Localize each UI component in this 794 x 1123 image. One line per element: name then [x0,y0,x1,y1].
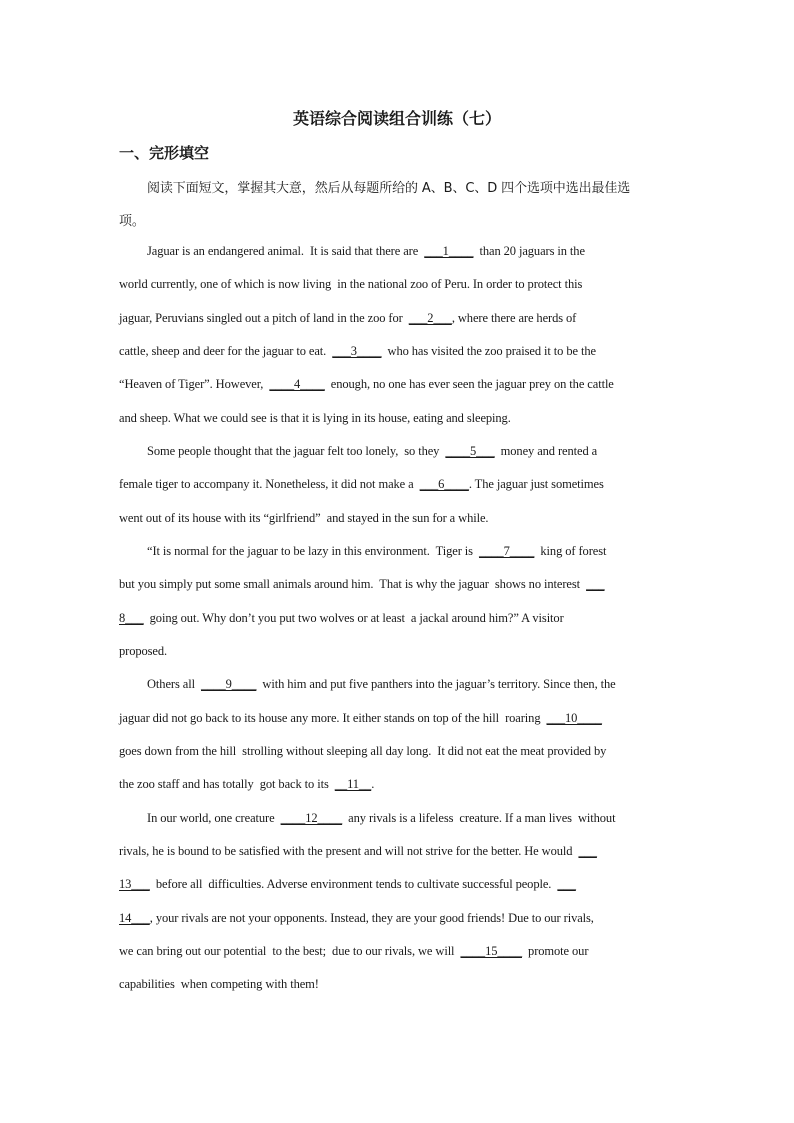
passage-line: jaguar did not go back to its house any more. It either stands on top of the hill roaring ___10____ [119,711,602,725]
blank-6: ___6____ [419,477,469,491]
passage-line: 13___ before all difficulties. Adverse environment tends to cultivate successful people. ___ [119,877,576,891]
passage-line: 8___ going out. Why don’t you put two wolves or at least a jackal around him?” A visitor [119,611,564,625]
passage-line: 14___, your rivals are not your opponents. Instead, they are your good friends! Due to our rivals, [119,911,594,925]
passage-line: goes down from the hill strolling without sleeping all day long. It did not eat the meat provided by [119,744,607,758]
passage-line: Others all ____9____ with him and put five panthers into the jaguar’s territory. Since then, the [147,677,616,691]
passage-line: the zoo staff and has totally got back to its __11__. [119,777,375,791]
passage-line: In our world, one creature ____12____ any rivals is a lifeless creature. If a man lives without [147,811,616,825]
passage-line: cattle, sheep and deer for the jaguar to eat. ___3____ who has visited the zoo praised it to be the [119,344,596,358]
blank-8: 8___ [119,611,144,625]
instruction-line: 阅读下面短文，掌握其大意，然后从每题所给的 A、B、C、D 四个选项中选出最佳选 [147,181,631,196]
blank-12: ____12____ [280,811,343,825]
blank-13: ___ [578,844,597,858]
passage-line: female tiger to accompany it. Nonetheless, it did not make a ___6____. The jaguar just sometimes [119,477,604,491]
blank-7: ____7____ [478,544,535,558]
passage-line: Jaguar is an endangered animal. It is said that there are ___1____ than 20 jaguars in the [147,244,585,258]
passage-line: “It is normal for the jaguar to be lazy in this environment. Tiger is ____7____ king of forest [147,544,607,558]
blank-10: ___10____ [546,711,602,725]
passage-line: proposed. [119,644,168,658]
blank-2: ___2___ [408,311,452,325]
blank-9: ____9____ [201,677,257,691]
passage-line: jaguar, Peruvians singled out a pitch of land in the zoo for ___2___, where there are herds of [119,311,577,325]
blank-13: 13___ [119,877,150,891]
passage-line: went out of its house with its “girlfriend” and stayed in the sun for a while. [119,511,489,525]
blank-14: ___ [557,877,576,891]
blank-15: ____15____ [460,944,522,958]
blank-14: 14___ [119,911,150,925]
blank-8: ___ [586,577,605,591]
blank-3: ___3____ [332,344,382,358]
instruction-line: 项。 [119,214,145,229]
passage-line: we can bring out our potential to the best; due to our rivals, we will ____15____ promote our [119,944,589,958]
passage-line: Some people thought that the jaguar felt too lonely, so they ____5___ money and rented a [147,444,598,458]
blank-5: ____5___ [445,444,495,458]
passage-line: world currently, one of which is now living in the national zoo of Peru. In order to protect this [119,277,583,291]
blank-1: ___1____ [424,244,474,258]
passage-line: “Heaven of Tiger”. However, ____4____ enough, no one has ever seen the jaguar prey on the cattle [119,377,614,391]
page-title: 英语综合阅读组合训练（七） [292,109,501,128]
passage-line: rivals, he is bound to be satisfied with the present and will not strive for the better. He would ___ [119,844,597,858]
passage-line: and sheep. What we could see is that it is lying in its house, eating and sleeping. [119,411,511,425]
passage-line: but you simply put some small animals around him. That is why the jaguar shows no interest ___ [119,577,605,591]
section-heading: 一、完形填空 [119,144,210,162]
passage-line: capabilities when competing with them! [119,977,319,991]
blank-4: ____4____ [269,377,325,391]
blank-11: __11__ [334,777,372,791]
